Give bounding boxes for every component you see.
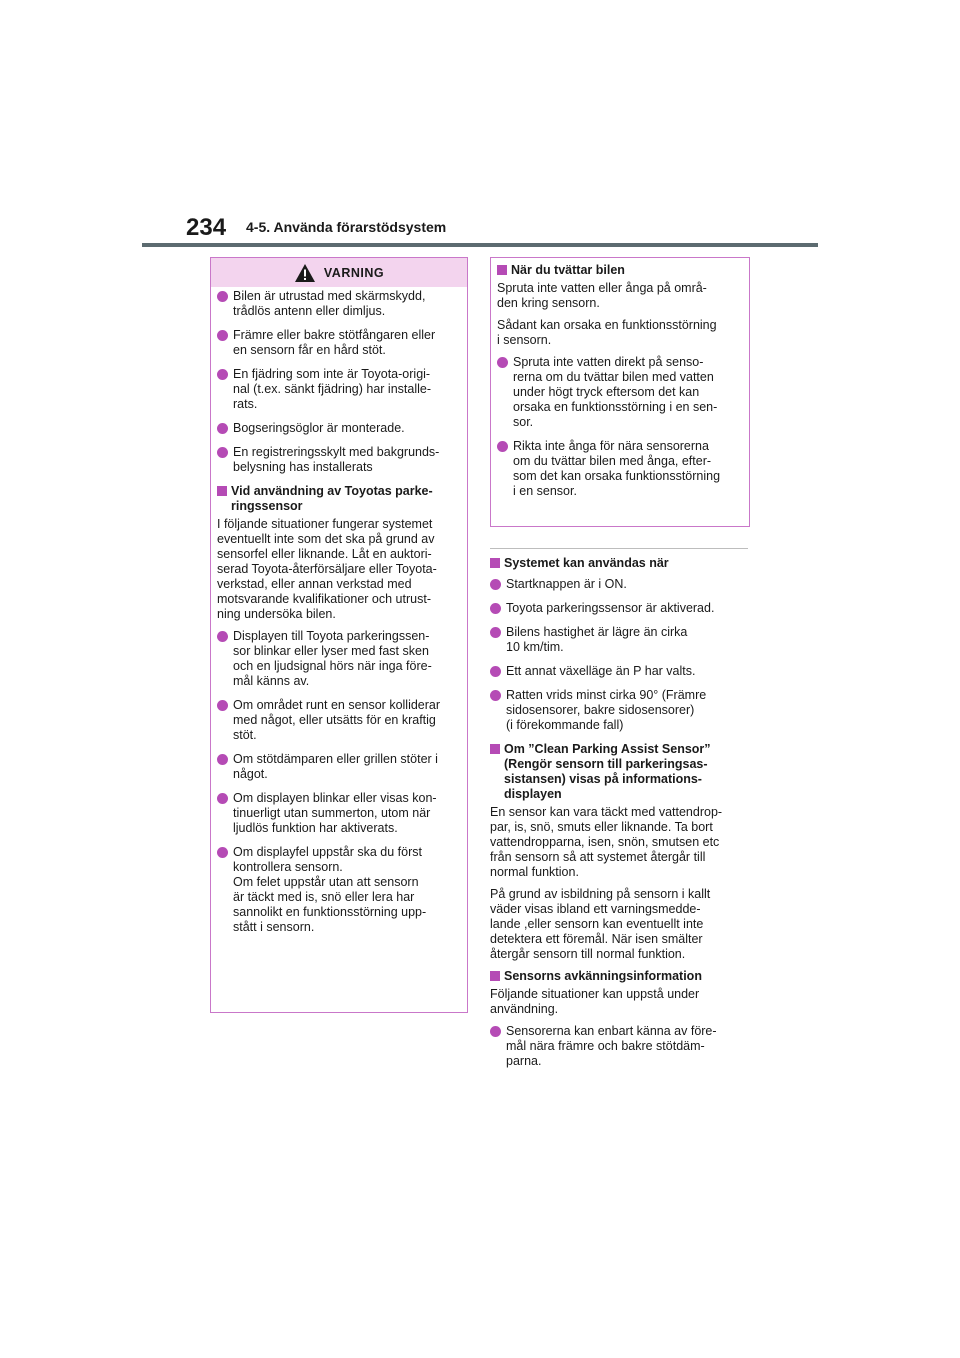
paragraph: Sådant kan orsaka en funktionsstörning i sensorn. — [497, 318, 717, 347]
subsection-heading: Vid användning av Toyotas parke- ringssensor — [217, 484, 461, 514]
list-item: Ett annat växelläge än P har valts. — [490, 664, 750, 679]
section-title: 4-5. Använda förarstödsystem — [246, 219, 447, 235]
bullet-dot-icon — [490, 627, 501, 638]
bullet-dot-icon — [490, 579, 501, 590]
bullet-dot-icon — [497, 441, 508, 452]
list-item: Startknappen är i ON. — [490, 577, 750, 592]
warning-header — [211, 258, 467, 287]
bullet-dot-icon — [490, 1026, 501, 1037]
bullet-dot-icon — [497, 357, 508, 368]
bullet-dot-icon — [217, 793, 228, 804]
paragraph: Följande situationer kan uppstå under användning. — [490, 987, 700, 1016]
list-item: Bogseringsöglor är monterade. — [217, 421, 461, 436]
list-item: Rikta inte ånga för nära sensorerna om du tvättar bilen med ånga, efter- som det kan orsaka funktionsstörning i en sensor. — [497, 439, 743, 499]
paragraph: En sensor kan vara täckt med vattendrop- par, is, snö, smuts eller liknande. Ta bort vattendropparna, isen, snön, smutsen etc från sensorn så att systemet återgår till normal funktion. — [490, 805, 723, 879]
bullet-dot-icon — [217, 330, 228, 341]
list-item: Spruta inte vatten direkt på senso- rerna om du tvättar bilen med vatten under högt tryck eftersom det kan orsaka en funktionsstörning i en sen- sor. — [497, 355, 743, 430]
warning-box — [210, 257, 468, 1013]
paragraph: På grund av isbildning på sensorn i kallt väder visas ibland ett varningsmedde- lande ,eller sensorn kan eventuellt inte detektera ett föremål. När isen smälter återgår sensorn till normal funktion. — [490, 887, 711, 961]
bullet-dot-icon — [217, 291, 228, 302]
warning-title: VARNING — [323, 265, 385, 280]
wash-notice-box — [490, 257, 750, 527]
list-item: Sensorerna kan enbart känna av före- mål nära främre och bakre stötdäm- parna. — [490, 1024, 750, 1069]
divider — [490, 548, 748, 549]
warning-body — [211, 287, 467, 935]
page-number: 234 — [186, 214, 227, 241]
bullet-dot-icon — [490, 690, 501, 701]
header-rule — [142, 243, 818, 247]
list-item: Om displayfel uppstår ska du först kontrollera sensorn. Om felet uppstår utan att sensorn är täckt med is, snö eller lera har sannolikt en funktionsstörning upp- stått i sensorn. — [217, 845, 461, 935]
subsection-heading: Sensorns avkänningsinformation — [490, 969, 750, 984]
bullet-dot-icon — [217, 423, 228, 434]
list-item: Om stötdämparen eller grillen stöter i något. — [217, 752, 461, 782]
bullet-dot-icon — [217, 754, 228, 765]
bullet-dot-icon — [217, 631, 228, 642]
subsection-heading: Systemet kan användas när — [490, 556, 750, 571]
subsection-heading: När du tvättar bilen — [497, 263, 743, 278]
bullet-dot-icon — [217, 700, 228, 711]
list-item: Om displayen blinkar eller visas kon- tinuerligt utan summerton, utom när ljudlös funktion har aktiverats. — [217, 791, 461, 836]
square-bullet-icon — [490, 558, 500, 568]
list-item: Bilen är utrustad med skärmskydd, trådlös antenn eller dimljus. — [217, 289, 461, 319]
bullet-dot-icon — [217, 447, 228, 458]
bullet-dot-icon — [217, 847, 228, 858]
list-item: Om området runt en sensor kolliderar med något, eller utsätts för en kraftig stöt. — [217, 698, 461, 743]
list-item: Bilens hastighet är lägre än cirka 10 km/tim. — [490, 625, 750, 655]
square-bullet-icon — [490, 971, 500, 981]
warning-triangle-icon — [294, 263, 316, 283]
list-item: Toyota parkeringssensor är aktiverad. — [490, 601, 750, 616]
wash-notice-body — [491, 258, 749, 499]
bullet-dot-icon — [490, 603, 501, 614]
list-item: En fjädring som inte är Toyota-origi- nal (t.ex. sänkt fjädring) har installe- rats. — [217, 367, 461, 412]
subsection-heading: Om ”Clean Parking Assist Sensor” (Rengör sensorn till parkeringsas- sistansen) visas på informations- displayen — [490, 742, 750, 802]
bullet-dot-icon — [217, 369, 228, 380]
square-bullet-icon — [497, 265, 507, 275]
paragraph: I följande situationer fungerar systemet eventuellt inte som det ska på grund av sensorfel eller liknande. Låt en auktori- serad Toyota-återförsäljare eller Toyota- verkstad, eller annan verkstad med motsvarande kvalifikationer och utrust- ning undersöka bilen. — [217, 517, 437, 621]
list-item: Ratten vrids minst cirka 90° (Främre sidosensorer, bakre sidosensorer) (i förekommande fall) — [490, 688, 750, 733]
list-item: Främre eller bakre stötfångaren eller en sensorn får en hård stöt. — [217, 328, 461, 358]
paragraph: Spruta inte vatten eller ånga på områ- den kring sensorn. — [497, 281, 707, 310]
list-item: En registreringsskylt med bakgrunds- belysning has installerats — [217, 445, 461, 475]
right-column — [490, 548, 750, 1078]
bullet-dot-icon — [490, 666, 501, 677]
square-bullet-icon — [217, 486, 227, 496]
square-bullet-icon — [490, 744, 500, 754]
list-item: Displayen till Toyota parkeringssen- sor blinkar eller lyser med fast sken och en ljudsignal hörs när inga före- mål känns av. — [217, 629, 461, 689]
